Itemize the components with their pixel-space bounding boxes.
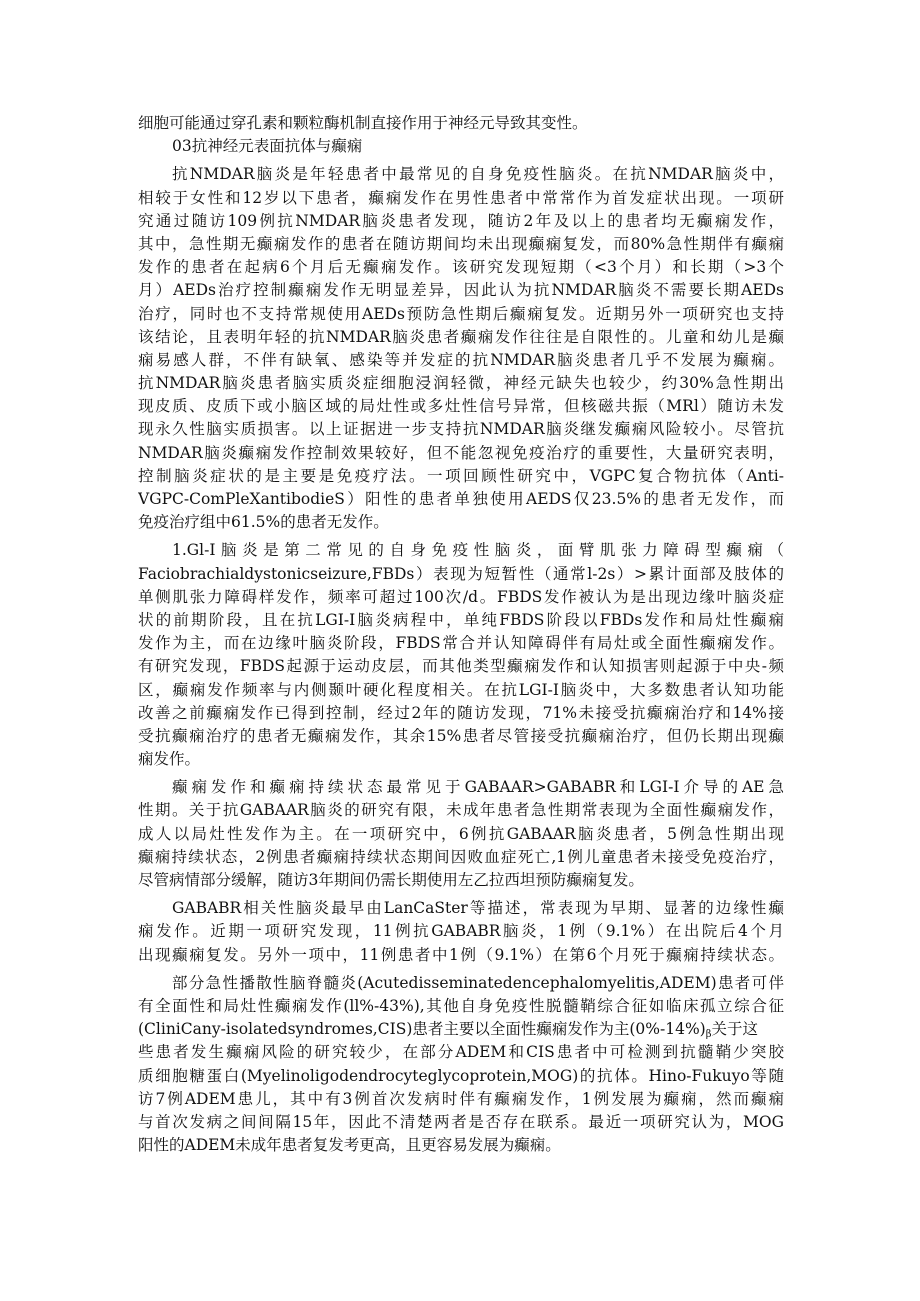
text-line: 与首次发病之间间隔15年，因此不清楚两者是否存在联系。最近一项研究认为，MOG	[138, 1112, 784, 1131]
text-line: 访7例ADEM患儿，其中有3例首次发病时伴有癫痫发作，1例发展为癫痫，然而癫痫	[138, 1089, 784, 1108]
text-line: 阳性的ADEM未成年患者复发考更高，且更容易发展为癫痫。	[138, 1136, 561, 1155]
text-line: 癫痫持续状态，2例患者癫痫持续状态期间因败血症死亡,1例儿童患者未接受免疫治疗，	[138, 847, 784, 866]
text-line: 区，癫痫发作频率与内侧颞叶硬化程度相关。在抗LGI-I脑炎中，大多数患者认知功能	[138, 680, 784, 699]
text-line: 现永久性脑实质损害。以上证据进一步支持抗NMDAR脑炎继发癫痫风险较小。尽管抗	[138, 420, 784, 439]
text-line: 状的前期阶段，且在抗LGI-I脑炎病程中，单纯FBDS阶段以FBDs发作和局灶性癫痫	[138, 610, 784, 629]
text-line: 抗NMDAR脑炎患者脑实质炎症细胞浸润轻微，神经元缺失也较少，约30%急性期出	[138, 374, 784, 393]
text-line: 控制脑炎症状的是主要是免疫疗法。一项回顾性研究中，VGPC复合物抗体（Anti-	[138, 466, 784, 485]
text-line: 免疫治疗组中61.5%的患者无发作。	[138, 513, 389, 532]
text-line: 现皮质、皮质下或小脑区域的局灶性或多灶性信号异常，但核磁共振（MRl）随访未发	[138, 397, 784, 416]
text-line: 有研究发现，FBDS起源于运动皮层，而其他类型癫痫发作和认知损害则起源于中央-频	[138, 657, 784, 676]
text-line: 治疗，同时也不支持常规使用AEDs预防急性期后癫痫复发。近期另外一项研究也支持	[138, 304, 784, 323]
text-line: 出现癫痫复发。另外一项中，11例患者中1例（9.1%）在第6个月死于癫痫持续状态。	[138, 945, 784, 964]
text-line: 痫易感人群，不伴有缺氧、感染等并发症的抗NMDAR脑炎患者几乎不发展为癫痫。	[138, 350, 784, 369]
text-line: 单侧肌张力障碍样发作，频率可超过100次/d。FBDS发作被认为是出现边缘叶脑炎症	[138, 587, 784, 606]
text-line: VGPC-ComPleXantibodieS）阳性的患者单独使用AEDS仅23.5%的患者无发作，而	[138, 490, 784, 508]
text-segment: 关于这	[711, 1020, 759, 1039]
text-line: 成人以局灶性发作为主。在一项研究中，6例抗GABAAR脑炎患者，5例急性期出现	[138, 824, 784, 843]
text-line: 月）AEDs治疗控制癫痫发作无明显差异，因此认为抗NMDAR脑炎不需要长期AEDs	[138, 281, 784, 300]
section-heading: 03抗神经元表面抗体与癫痫	[172, 137, 363, 156]
text-line: 尽管病情部分缓解，随访3年期间仍需长期使用左乙拉西坦预防癫痫复发。	[138, 871, 644, 889]
document-body	[138, 112, 784, 1157]
subscript-mark: β	[705, 1029, 712, 1041]
text-line: 改善之前癫痫发作已得到控制，经过2年的随访发现，71%未接受抗癫痫治疗和14%接	[138, 703, 784, 722]
text-line: 部分急性播散性脑脊髓炎(Acutedisseminatedencephalomyelitis,ADEM)患者可伴	[172, 973, 784, 992]
text-line: 癫痫发作和癫痫持续状态最常见于GABAAR>GABABR和LGI-I介导的AE急	[172, 778, 784, 797]
text-line: 其中，急性期无癫痫发作的患者在随访期间均未出现癫痫复发，而80%急性期伴有癫痫	[138, 234, 784, 253]
text-line: 些患者发生癫痫风险的研究较少，在部分ADEM和CIS患者中可检测到抗髓鞘少突胶	[138, 1043, 784, 1062]
text-line: 痫发作。	[138, 750, 201, 769]
text-segment: (CliniCany-isolatedsyndromes,CIS)患者主要以全面性癫痫发作为主(0%-14%)	[138, 1020, 706, 1039]
text-line: 痫发作。近期一项研究发现，11例抗GABABR脑炎，1例（9.1%）在出院后4个月	[138, 922, 784, 941]
text-line: 相较于女性和12岁以下患者，癫痫发作在男性患者中常常作为首发症状出现。一项研	[138, 188, 784, 207]
text-line: 发作的患者在起病6个月后无癫痫发作。该研究发现短期（<3个月）和长期（>3个	[138, 258, 784, 277]
text-line: 细胞可能通过穿孔素和颗粒酶机制直接作用于神经元导致其变性。	[138, 114, 588, 132]
text-line: 究通过随访109例抗NMDAR脑炎患者发现，随访2年及以上的患者均无癫痫发作，	[138, 211, 784, 230]
text-line: 性期。关于抗GABAAR脑炎的研究有限，未成年患者急性期常表现为全面性癫痫发作，	[138, 801, 784, 820]
text-line: 1.Gl-I脑炎是第二常见的自身免疫性脑炎，面臂肌张力障碍型癫痫（	[172, 541, 784, 560]
text-line: 有全面性和局灶性癫痫发作(ll%-43%),其他自身免疫性脱髓鞘综合征如临床孤立综合征	[138, 996, 784, 1015]
text-line	[138, 1018, 784, 1041]
text-line: GABABR相关性脑炎最早由LanCaSter等描述，常表现为早期、显著的边缘性癫	[172, 899, 784, 918]
text-line: 受抗癫痫治疗的患者无癫痫发作，其余15%患者尽管接受抗癫痫治疗，但仍长期出现癫	[138, 726, 784, 745]
text-line: 发作为主，而在边缘叶脑炎阶段，FBDS常合并认知障碍伴有局灶或全面性癫痫发作。	[138, 634, 784, 653]
text-line: Faciobrachialdystonicseizure,FBDs）表现为短暂性（通常l-2s）>累计面部及肢体的	[138, 564, 784, 583]
text-line: NMDAR脑炎癫痫发作控制效果较好，但不能忽视免疫治疗的重要性，大量研究表明，	[138, 443, 784, 462]
text-line: 该结论，且表明年轻的抗NMDAR脑炎患者癫痫发作往往是自限性的。儿童和幼儿是癫	[138, 327, 784, 346]
text-line: 抗NMDAR脑炎是年轻患者中最常见的自身免疫性脑炎。在抗NMDAR脑炎中，	[172, 165, 784, 184]
text-line: 质细胞糖蛋白(Myelinoligodendrocyteglycoprotein,MOG)的抗体。Hino-Fukuyo等随	[138, 1066, 784, 1085]
